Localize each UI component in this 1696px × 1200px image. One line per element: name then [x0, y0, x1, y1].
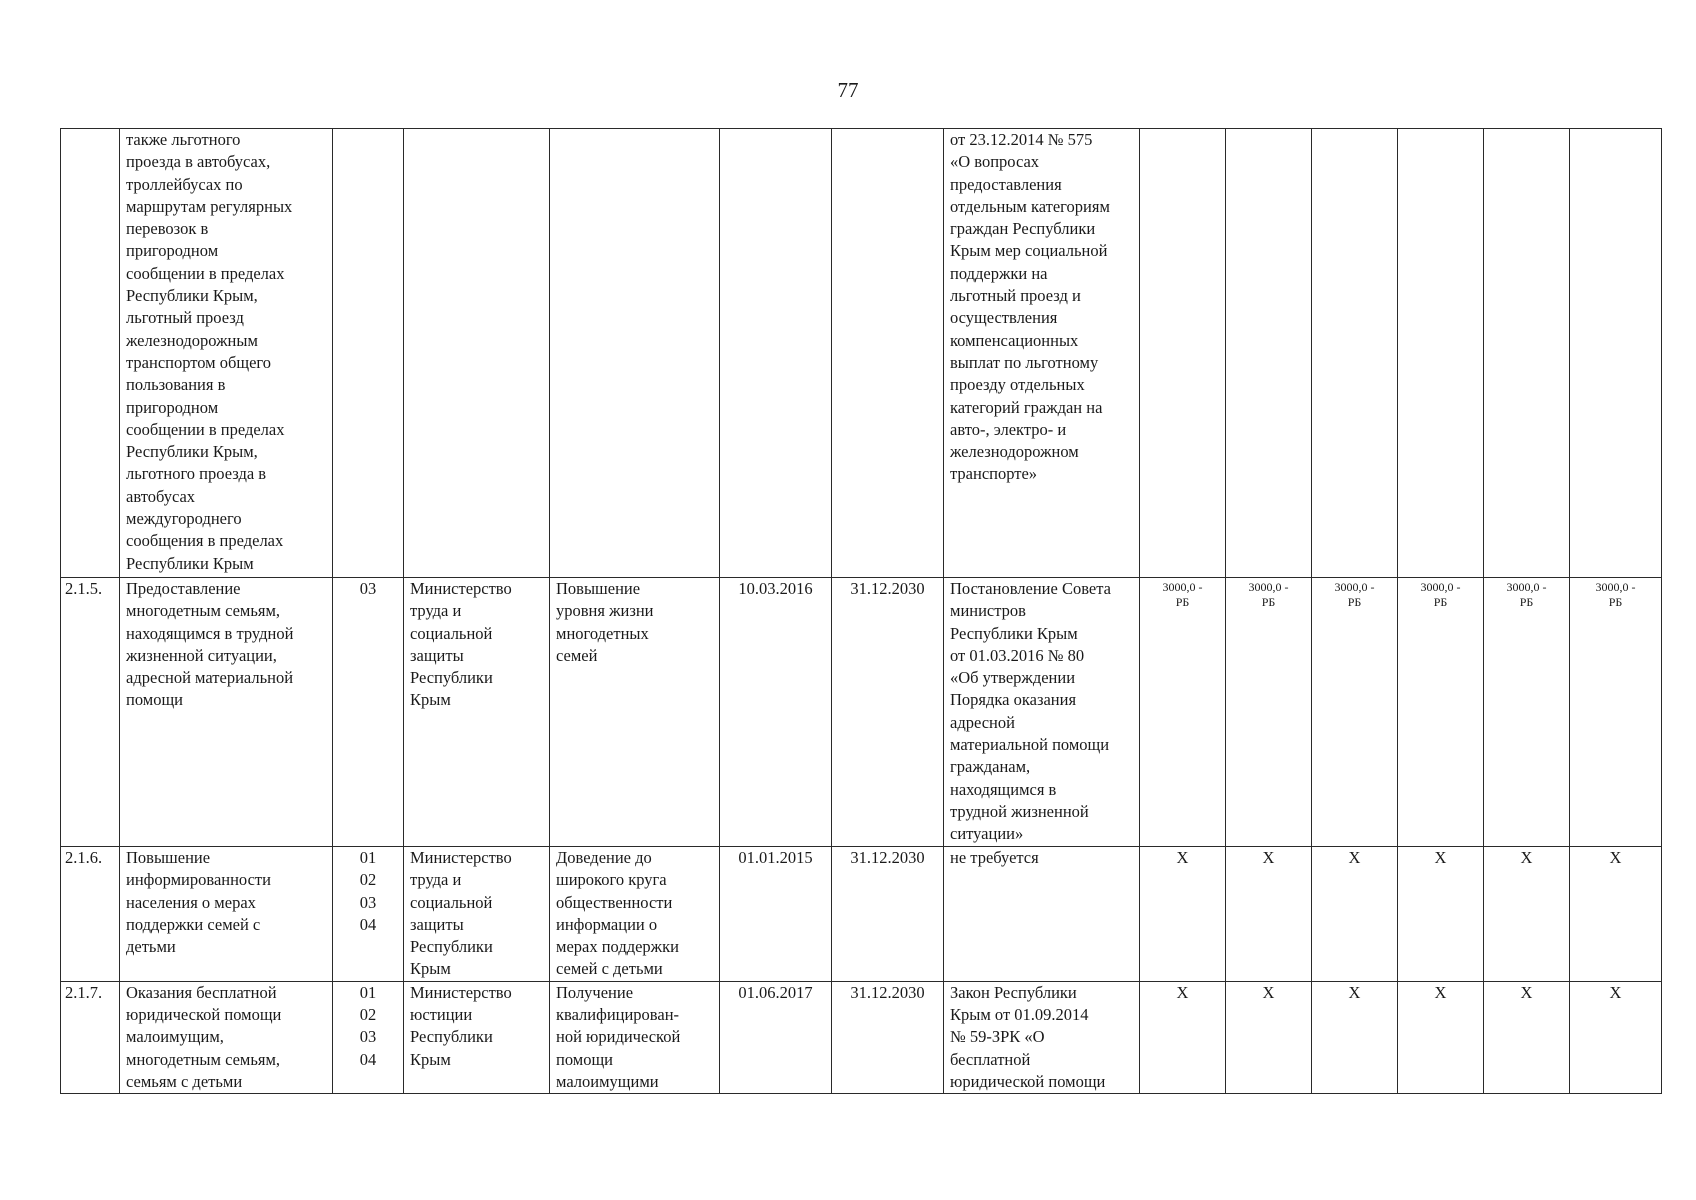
financing-year-4 — [1398, 981, 1484, 1093]
expected-result — [550, 129, 720, 578]
task-code: 01 — [359, 982, 377, 1002]
financing-year-3 — [1312, 981, 1398, 1093]
financing-year-4-text: X — [1434, 848, 1447, 867]
task-code: 02 — [359, 870, 377, 890]
financing-year-6 — [1570, 129, 1662, 578]
expected-result — [550, 847, 720, 982]
task-codes — [333, 578, 404, 847]
financing-year-2-text: X — [1262, 982, 1275, 1002]
responsible-executor — [404, 981, 550, 1093]
measure-name — [120, 129, 333, 578]
financing-year-5 — [1484, 847, 1570, 982]
financing-year-4 — [1398, 847, 1484, 982]
task-codes — [333, 981, 404, 1093]
responsible-executor-text: Министерство юстиции Республики Крым — [410, 982, 512, 1069]
table-row — [61, 847, 1662, 982]
financing-year-6 — [1570, 578, 1662, 847]
measure-name-text: Повышение информированности населения о мерах поддержки семей с детьми — [126, 848, 271, 957]
measure-number-text: 2.1.7. — [65, 982, 103, 1002]
end-date-text: 31.12.2030 — [850, 982, 925, 1002]
task-code: 04 — [359, 914, 377, 934]
financing-year-2 — [1226, 981, 1312, 1093]
measure-name-text: также льготного проезда в автобусах, троллейбусах по маршрутам регулярных перевозок в пригородном сообщении в пределах Республики Крым, льготный проезд железнодорожным транспортом общего пользования в пригородном сообщении в пределах Республики Крым, льготного проезда в автобусах междугороднего сообщения в пределах Республики Крым — [126, 130, 293, 573]
financing-year-1-text: X — [1176, 848, 1189, 867]
financing-year-3 — [1312, 129, 1398, 578]
table-row — [61, 981, 1662, 1093]
financing-year-6 — [1570, 847, 1662, 982]
expected-result-text: Доведение до широкого круга общественности информации о мерах поддержки семей с детьми — [556, 848, 679, 979]
measure-number — [61, 129, 120, 578]
measure-number — [61, 578, 120, 847]
program-measures-table — [60, 128, 1662, 1094]
measure-name-text: Предоставление многодетным семьям, находящимся в трудной жизненной ситуации, адресной материальной помощи — [126, 579, 294, 710]
task-code: 01 — [359, 848, 377, 867]
end-date — [832, 847, 944, 982]
financing-year-4-text: 3000,0 - РБ — [1420, 580, 1461, 609]
financing-year-6-text: X — [1609, 982, 1622, 1002]
legal-basis — [944, 578, 1140, 847]
start-date-text: 01.06.2017 — [738, 982, 813, 1002]
expected-result-text: Получение квалифицирован- ной юридической помощи малоимущими — [556, 982, 681, 1091]
expected-result-text: Повышение уровня жизни многодетных семей — [556, 579, 654, 665]
financing-year-3-text: X — [1348, 982, 1361, 1002]
end-date-text: 31.12.2030 — [850, 848, 925, 867]
financing-year-5 — [1484, 981, 1570, 1093]
financing-year-5-text: X — [1520, 982, 1533, 1002]
measure-number — [61, 847, 120, 982]
financing-year-5 — [1484, 129, 1570, 578]
responsible-executor-text: Министерство труда и социальной защиты Республики Крым — [410, 848, 512, 979]
financing-year-3 — [1312, 847, 1398, 982]
task-codes — [333, 129, 404, 578]
responsible-executor — [404, 129, 550, 578]
financing-year-5-text: 3000,0 - РБ — [1506, 580, 1547, 609]
task-code: 02 — [359, 1005, 377, 1025]
financing-year-2-text: 3000,0 - РБ — [1248, 580, 1289, 609]
measure-number-text: 2.1.6. — [65, 848, 103, 867]
financing-year-2-text: X — [1262, 848, 1275, 867]
start-date — [720, 129, 832, 578]
financing-year-2 — [1226, 578, 1312, 847]
responsible-executor — [404, 847, 550, 982]
start-date-text: 10.03.2016 — [738, 579, 813, 598]
legal-basis — [944, 847, 1140, 982]
measure-number-text: 2.1.5. — [65, 579, 103, 598]
table-row — [61, 129, 1662, 578]
end-date — [832, 981, 944, 1093]
legal-basis-text: Закон Республики Крым от 01.09.2014 № 59-ЗРК «О бесплатной юридической помощи — [950, 982, 1106, 1091]
expected-result — [550, 578, 720, 847]
measure-name-text: Оказания бесплатной юридической помощи малоимущим, многодетным семьям, семьям с детьми — [126, 982, 282, 1091]
financing-year-1-text: X — [1176, 982, 1189, 1002]
financing-year-4-text: X — [1434, 982, 1447, 1002]
start-date — [720, 981, 832, 1093]
financing-year-6 — [1570, 981, 1662, 1093]
task-code: 04 — [359, 1049, 377, 1069]
legal-basis — [944, 129, 1140, 578]
end-date — [832, 129, 944, 578]
financing-year-1 — [1140, 129, 1226, 578]
task-code: 03 — [359, 579, 377, 598]
table-row — [61, 578, 1662, 847]
measure-name — [120, 847, 333, 982]
start-date-text: 01.01.2015 — [738, 848, 813, 867]
financing-year-5-text: X — [1520, 848, 1533, 867]
measure-number — [61, 981, 120, 1093]
financing-year-1 — [1140, 981, 1226, 1093]
financing-year-3 — [1312, 578, 1398, 847]
responsible-executor-text: Министерство труда и социальной защиты Республики Крым — [410, 579, 512, 710]
legal-basis — [944, 981, 1140, 1093]
measure-name — [120, 578, 333, 847]
financing-year-2 — [1226, 129, 1312, 578]
task-codes — [333, 847, 404, 982]
financing-year-2 — [1226, 847, 1312, 982]
financing-year-6-text: X — [1609, 848, 1622, 867]
financing-year-3-text: X — [1348, 848, 1361, 867]
financing-year-1 — [1140, 847, 1226, 982]
measure-name — [120, 981, 333, 1093]
financing-year-1-text: 3000,0 - РБ — [1162, 580, 1203, 609]
financing-year-4 — [1398, 129, 1484, 578]
task-code: 03 — [359, 1027, 377, 1047]
start-date — [720, 847, 832, 982]
end-date-text: 31.12.2030 — [850, 579, 925, 598]
expected-result — [550, 981, 720, 1093]
responsible-executor — [404, 578, 550, 847]
financing-year-1 — [1140, 578, 1226, 847]
financing-year-3-text: 3000,0 - РБ — [1334, 580, 1375, 609]
financing-year-4 — [1398, 578, 1484, 847]
task-code: 03 — [359, 892, 377, 912]
financing-year-5 — [1484, 578, 1570, 847]
end-date — [832, 578, 944, 847]
page-number: 77 — [837, 78, 859, 102]
legal-basis-text: от 23.12.2014 № 575 «О вопросах предоставления отдельным категориям граждан Республики Крым мер социальной поддержки на льготный проезд и осуществления компенсационных выплат по льготному проезду отдельных категорий граждан на авто-, электро- и железнодорожном транспорте» — [950, 130, 1110, 484]
financing-year-6-text: 3000,0 - РБ — [1595, 580, 1636, 609]
table-body — [61, 129, 1662, 1094]
start-date — [720, 578, 832, 847]
legal-basis-text: Постановление Совета министров Республики Крым от 01.03.2016 № 80 «Об утверждении Порядка оказания адресной материальной помощи гражданам, находящимся в трудной жизненной ситуации» — [950, 579, 1111, 844]
legal-basis-text: не требуется — [950, 848, 1039, 867]
